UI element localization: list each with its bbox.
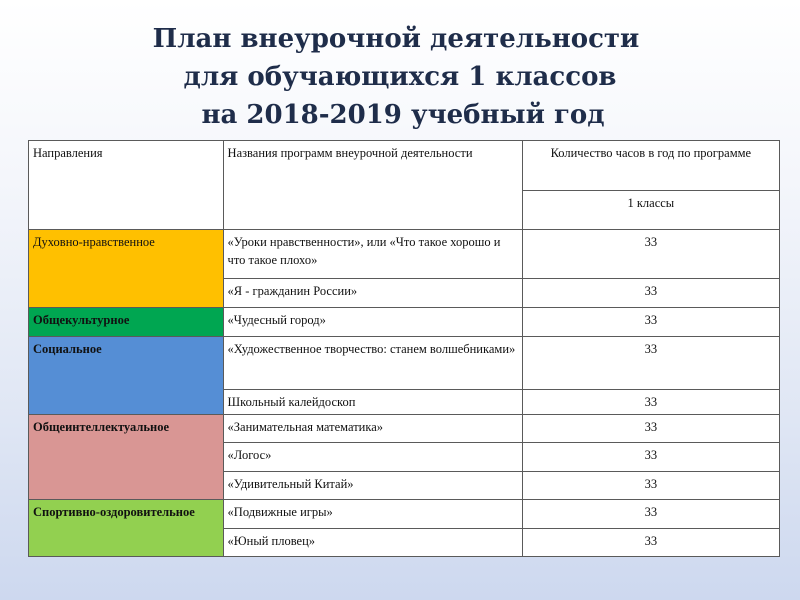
program-name: «Удивительный Китай»: [223, 472, 522, 500]
page-title: [0, 20, 800, 134]
program-hours: 33: [522, 390, 779, 415]
program-hours: 33: [522, 500, 779, 529]
program-name: «Художественное творчество: станем волшебниками»: [223, 337, 522, 390]
direction-general-intellectual: Общеинтеллектуальное: [29, 415, 224, 500]
program-name: «Занимательная математика»: [223, 415, 522, 443]
program-name: Школьный калейдоскоп: [223, 390, 522, 415]
title-line-2: для обучающихся 1 классов: [183, 62, 617, 92]
title-line-1: План внеурочной деятельности: [152, 24, 640, 54]
direction-sports-health: Спортивно-оздоровительное: [29, 500, 224, 557]
program-name: «Логос»: [223, 443, 522, 472]
program-name: «Уроки нравственности», или «Что такое хорошо и что такое плохо»: [223, 230, 522, 279]
program-hours: 33: [522, 230, 779, 279]
header-hours: Количество часов в год по программе: [522, 141, 779, 191]
title-line-3: на 2018-2019 учебный год: [201, 100, 605, 130]
header-directions: Направления: [29, 141, 224, 230]
program-name: «Юный пловец»: [223, 529, 522, 557]
program-hours: 33: [522, 415, 779, 443]
header-program-names: Названия программ внеурочной деятельности: [223, 141, 522, 230]
program-hours: 33: [522, 308, 779, 337]
program-hours: 33: [522, 443, 779, 472]
header-grade: 1 классы: [522, 191, 779, 230]
program-name: «Чудесный город»: [223, 308, 522, 337]
direction-general-cultural: Общекультурное: [29, 308, 224, 337]
program-name: «Подвижные игры»: [223, 500, 522, 529]
program-hours: 33: [522, 337, 779, 390]
direction-social: Социальное: [29, 337, 224, 415]
program-name: «Я - гражданин России»: [223, 279, 522, 308]
program-hours: 33: [522, 279, 779, 308]
direction-spiritual-moral: Духовно-нравственное: [29, 230, 224, 308]
program-hours: 33: [522, 529, 779, 557]
program-hours: 33: [522, 472, 779, 500]
activity-plan-table: [28, 140, 780, 557]
